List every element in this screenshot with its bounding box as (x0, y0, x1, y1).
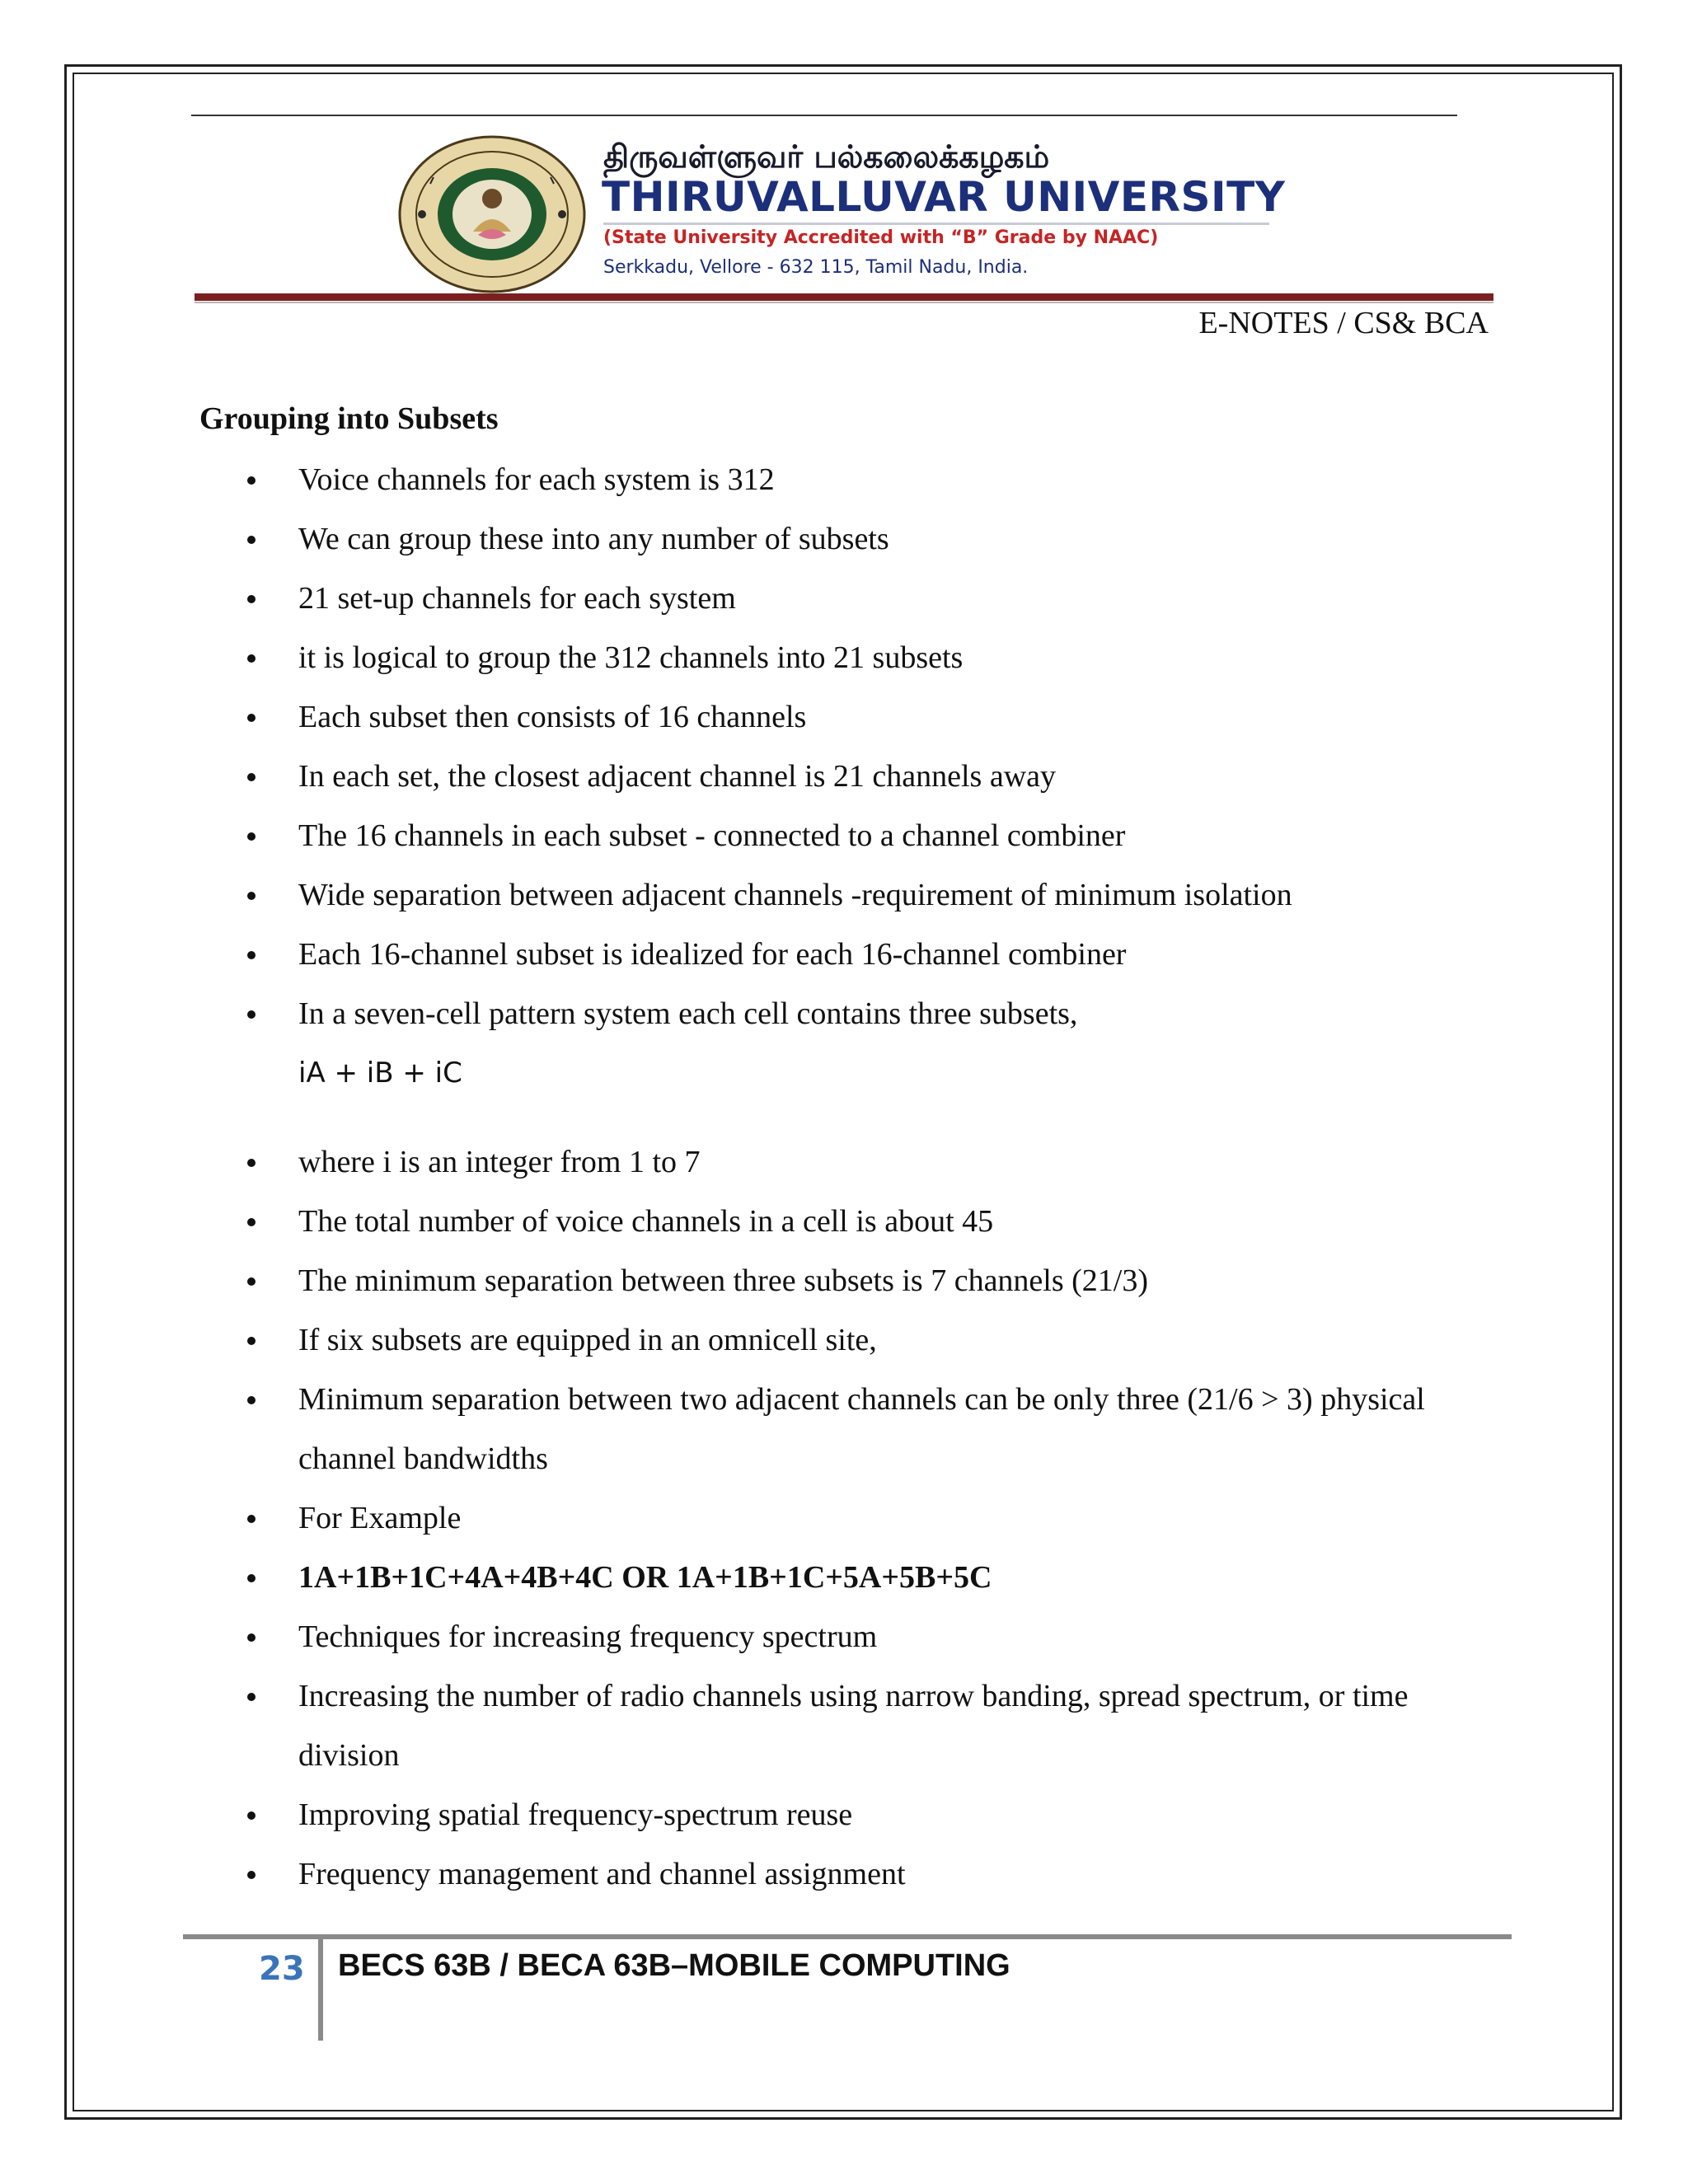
bullet-icon (247, 1337, 256, 1345)
bullet-icon (247, 1515, 256, 1523)
list-item-text: 21 set-up channels for each system (298, 581, 736, 616)
header-divider-bar (195, 293, 1493, 301)
bullet-icon (247, 536, 256, 544)
list-item-text: division (298, 1738, 400, 1773)
list-item-text: Techniques for increasing frequency spectrum (298, 1619, 878, 1654)
list-item-text: Improving spatial frequency-spectrum reuse (298, 1797, 853, 1832)
university-name: THIRUVALLUVAR UNIVERSITY (602, 173, 1286, 221)
list-item-text: where i is an integer from 1 to 7 (298, 1145, 701, 1179)
section-heading: Grouping into Subsets (199, 401, 499, 436)
list-item-text: In a seven-cell pattern system each cell contains three subsets, (298, 996, 1078, 1031)
list-item-text: Each subset then consists of 16 channels (298, 700, 807, 734)
bullet-icon (247, 773, 256, 781)
bullet-icon (247, 1633, 256, 1642)
bullet-icon (247, 1159, 256, 1167)
bullet-icon (247, 1277, 256, 1286)
bullet-icon (247, 654, 256, 663)
bullet-icon (247, 476, 256, 485)
university-name-underline (603, 223, 1269, 225)
list-item-text: Voice channels for each system is 312 (298, 462, 775, 497)
list-item-text: In each set, the closest adjacent channel is 21 channels away (298, 759, 1057, 794)
bullet-icon (247, 892, 256, 900)
footer-course-title: BECS 63B / BECA 63B–MOBILE COMPUTING (338, 1948, 1010, 1983)
bullet-icon (247, 714, 256, 722)
list-item-text: it is logical to group the 312 channels into 21 subsets (298, 640, 964, 675)
footer-rule (183, 1934, 1512, 1939)
list-item-text: The 16 channels in each subset - connected to a channel combiner (298, 818, 1126, 853)
page-number: 23 (259, 1950, 305, 1988)
accreditation-text: (State University Accredited with “B” Grade by NAAC) (603, 227, 1159, 248)
university-seal-icon (397, 134, 587, 295)
bullet-icon (247, 1396, 256, 1404)
bullet-icon (247, 1811, 256, 1820)
list-item-text: We can group these into any number of subsets (298, 522, 889, 556)
bullet-icon (247, 1574, 256, 1582)
list-item-text: If six subsets are equipped in an omnicell site, (298, 1323, 877, 1357)
subset-formula: iA + iB + iC (298, 1057, 462, 1090)
list-item-text: Wide separation between adjacent channels -requirement of minimum isolation (298, 878, 1292, 912)
header-top-rule (191, 115, 1457, 116)
list-item-text: channel bandwidths (298, 1441, 548, 1476)
header-divider-shadow (195, 302, 1493, 303)
list-item-text: Each 16-channel subset is idealized for each 16-channel combiner (298, 937, 1127, 972)
bullet-icon (247, 832, 256, 841)
list-item-text: For Example (298, 1501, 462, 1535)
list-item-text: The total number of voice channels in a cell is about 45 (298, 1204, 994, 1239)
footer-divider (318, 1938, 323, 2041)
bullet-icon (247, 1871, 256, 1879)
list-item-text: Minimum separation between two adjacent channels can be only three (21/6 > 3) physical (298, 1382, 1425, 1417)
list-item-text: Increasing the number of radio channels using narrow banding, spread spectrum, or time (298, 1679, 1409, 1713)
example-combination: 1A+1B+1C+4A+4B+4C OR 1A+1B+1C+5A+5B+5C (298, 1560, 992, 1595)
bullet-icon (247, 1218, 256, 1226)
university-address: Serkkadu, Vellore - 632 115, Tamil Nadu, India. (603, 257, 1029, 278)
list-item-text: Frequency management and channel assignment (298, 1857, 906, 1891)
bullet-icon (247, 595, 256, 603)
university-tamil-name: திருவள்ளுவர் பல்கலைக்கழகம் (603, 138, 1050, 175)
bullet-icon (247, 951, 256, 959)
bullet-icon (247, 1010, 256, 1019)
list-item-text: The minimum separation between three subsets is 7 channels (21/3) (298, 1263, 1149, 1298)
bullet-icon (247, 1693, 256, 1701)
notes-label: E-NOTES / CS& BCA (1198, 306, 1489, 340)
